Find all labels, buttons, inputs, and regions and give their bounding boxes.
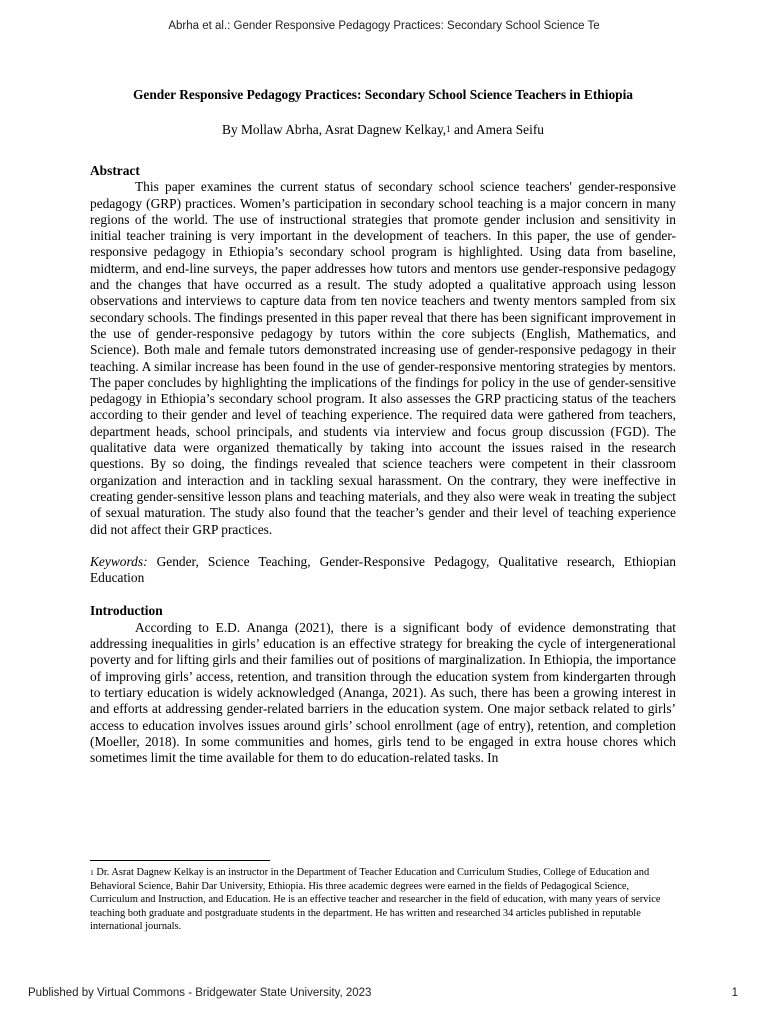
- introduction-heading: Introduction: [90, 603, 163, 619]
- footnote-text: Dr. Asrat Dagnew Kelkay is an instructor in the Department of Teacher Education and Curriculum Studies, College of Education and Behavioral Science, Bahir Dar University, Ethiopia. His three academic degrees were earned in the fields of Pedagogical Science, Curriculum and Instruction, and Education. He is an effective teacher and researcher in the field of education, with many years of service teaching both graduate and postgraduate students in the department. He has written and researched 34 articles published in reputable international journals.: [90, 867, 661, 932]
- page-number: 1: [731, 987, 738, 999]
- author-line: [90, 121, 676, 139]
- author-names: By Mollaw Abrha, Asrat Dagnew Kelkay,: [222, 122, 447, 137]
- running-head: Abrha et al.: Gender Responsive Pedagogy Practices: Secondary School Science Te: [168, 20, 600, 32]
- footnote-marker: 1: [90, 868, 94, 877]
- publisher-footer: Published by Virtual Commons - Bridgewater State University, 2023: [28, 987, 372, 999]
- article-body: [90, 86, 676, 766]
- author-names-suffix: and Amera Seifu: [450, 122, 544, 137]
- abstract-body: This paper examines the current status of secondary school science teachers' gender-responsive pedagogy (GRP) practices. Women’s participation in secondary school teaching is a major concern in many regions of the world. The use of instructional strategies that promote gender inclusion and sensitivity in initial teacher training is very important in the development of teachers. In this paper, the use of gender-responsive pedagogy in Ethiopia’s secondary school program is highlighted. Using data from baseline, midterm, and end-line surveys, the paper addresses how tutors and mentors use gender-responsive pedagogy and the changes that have occurred as a result. The study adopted a qualitative approach using lesson observations and interviews to capture data from ten novice teachers and twenty mentors sampled from six secondary schools. The findings presented in this paper reveal that there has been significant improvement in the use of gender-responsive pedagogy by tutors within the core subjects (English, Mathematics, and Science). Both male and female tutors demonstrated increasing use of gender-responsive pedagogy in their teaching. A similar increase has been found in the use of gender-responsive mentoring strategies by mentors. The paper concludes by highlighting the implications of the findings for policy in the use of gender-sensitive pedagogy in Ethiopia’s secondary school program. It also assesses the GRP practicing status of the teachers according to their gender and level of teaching experience. The required data were gathered from teachers, department heads, school principals, and students via interview and focus group discussion (FGD). The qualitative data were organized thematically by taking into account the issues raised in the research questions. By so doing, the findings revealed that science teachers were competent in their classroom organization and interaction and in tackling sexual harassment. On the contrary, they were ineffective in creating gender-sensitive lesson plans and teaching materials, and they also were weak in treating the subject of sexual maturation. The study also found that the teacher’s gender and their level of teaching experience did not affect their GRP practices.: [90, 179, 676, 537]
- keywords: [90, 554, 676, 587]
- article-title: Gender Responsive Pedagogy Practices: Secondary School Science Teachers in Ethiopia: [132, 87, 634, 102]
- footnote: [90, 866, 676, 934]
- keywords-label: Keywords:: [90, 553, 148, 569]
- keywords-text: Gender, Science Teaching, Gender-Responsive Pedagogy, Qualitative research, Ethiopian Education: [90, 553, 676, 586]
- author-footnote-marker[interactable]: 1: [446, 124, 451, 134]
- footnote-divider: [90, 860, 270, 861]
- abstract-heading: Abstract: [90, 163, 140, 178]
- introduction-body: According to E.D. Ananga (2021), there is a significant body of evidence demonstrating that addressing inequalities in girls’ education is an effective strategy for breaking the cycle of intergenerational poverty and for lifting girls and their families out of positions of marginalization. In Ethiopia, the importance of improving girls’ access, retention, and transition through the education system from kindergarten through to tertiary education is widely acknowledged (Ananga, 2021). As such, there has been a growing interest in and efforts at addressing gender-related barriers in the education system. One major setback related to girls’ access to education involves issues around girls’ school enrollment (age of entry), retention, and completion (Moeller, 2018). In some communities and homes, girls tend to be engaged in extra house chores which sometimes limit the time available for them to do education-related tasks. In: [90, 619, 676, 766]
